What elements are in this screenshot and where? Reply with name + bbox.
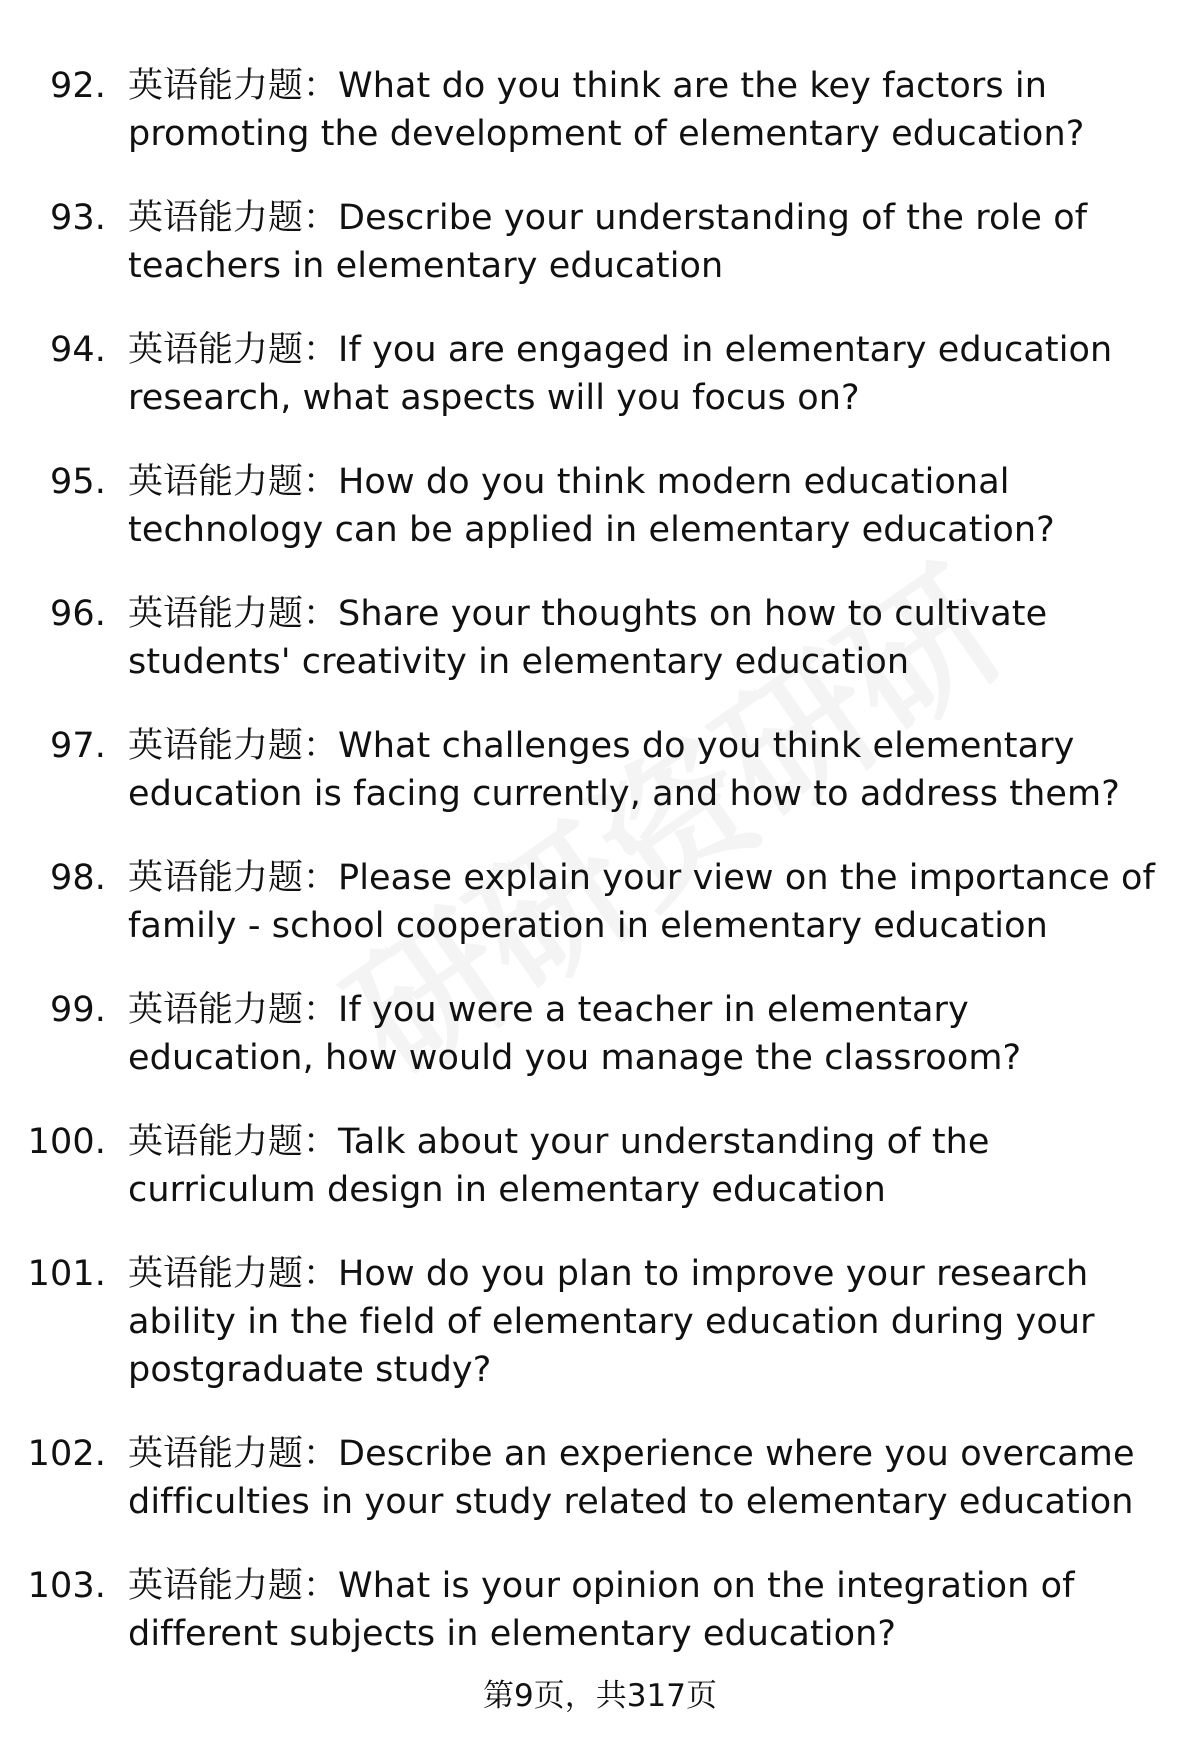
question-number: 101. xyxy=(27,1254,106,1294)
question-number: 97. xyxy=(50,726,106,766)
question-list xyxy=(0,62,1200,1694)
question-item xyxy=(0,1118,1200,1214)
question-tag: 英语能力题： xyxy=(128,990,339,1030)
question-text: How do you plan to improve your research ability in the field of elementary education during your postgraduate study? xyxy=(128,1254,1095,1390)
question-number: 94. xyxy=(50,330,106,370)
question-item xyxy=(0,326,1200,422)
page-footer: 第9页，共317页 xyxy=(483,1678,717,1714)
question-number: 98. xyxy=(50,858,106,898)
question-item xyxy=(0,854,1200,950)
question-tag: 英语能力题： xyxy=(128,1566,339,1606)
question-item xyxy=(0,1430,1200,1526)
question-tag: 英语能力题： xyxy=(128,66,339,106)
question-tag: 英语能力题： xyxy=(128,726,339,766)
question-number: 102. xyxy=(27,1434,106,1474)
question-item xyxy=(0,986,1200,1082)
question-text: If you are engaged in elementary education research, what aspects will you focus on? xyxy=(128,330,1113,418)
question-number: 92. xyxy=(50,66,106,106)
question-item xyxy=(0,458,1200,554)
question-tag: 英语能力题： xyxy=(128,858,339,898)
question-text: What do you think are the key factors in promoting the development of elementary education? xyxy=(128,66,1085,154)
question-number: 96. xyxy=(50,594,106,634)
question-item xyxy=(0,722,1200,818)
question-tag: 英语能力题： xyxy=(128,1434,339,1474)
question-tag: 英语能力题： xyxy=(128,330,339,370)
question-text: How do you think modern educational technology can be applied in elementary education? xyxy=(128,462,1055,550)
question-text: Share your thoughts on how to cultivate students' creativity in elementary education xyxy=(128,594,1048,682)
question-item xyxy=(0,590,1200,686)
question-tag: 英语能力题： xyxy=(128,594,339,634)
question-item xyxy=(0,1562,1200,1658)
question-item xyxy=(0,194,1200,290)
question-number: 95. xyxy=(50,462,106,502)
question-text: Talk about your understanding of the curriculum design in elementary education xyxy=(128,1122,990,1210)
question-tag: 英语能力题： xyxy=(128,1122,339,1162)
question-text: Describe an experience where you overcame difficulties in your study related to elementary education xyxy=(128,1434,1135,1522)
question-item xyxy=(0,62,1200,158)
question-text: What challenges do you think elementary education is facing currently, and how to address them? xyxy=(128,726,1120,814)
question-text: What is your opinion on the integration of different subjects in elementary education? xyxy=(128,1566,1075,1654)
question-tag: 英语能力题： xyxy=(128,1254,339,1294)
question-number: 93. xyxy=(50,198,106,238)
question-number: 103. xyxy=(27,1566,106,1606)
question-number: 99. xyxy=(50,990,106,1030)
question-number: 100. xyxy=(27,1122,106,1162)
question-tag: 英语能力题： xyxy=(128,462,339,502)
question-item xyxy=(0,1250,1200,1394)
question-text: Please explain your view on the importance of family - school cooperation in elementary education xyxy=(128,858,1155,946)
question-text: If you were a teacher in elementary education, how would you manage the classroom? xyxy=(128,990,1022,1078)
question-tag: 英语能力题： xyxy=(128,198,339,238)
question-text: Describe your understanding of the role of teachers in elementary education xyxy=(128,198,1088,286)
